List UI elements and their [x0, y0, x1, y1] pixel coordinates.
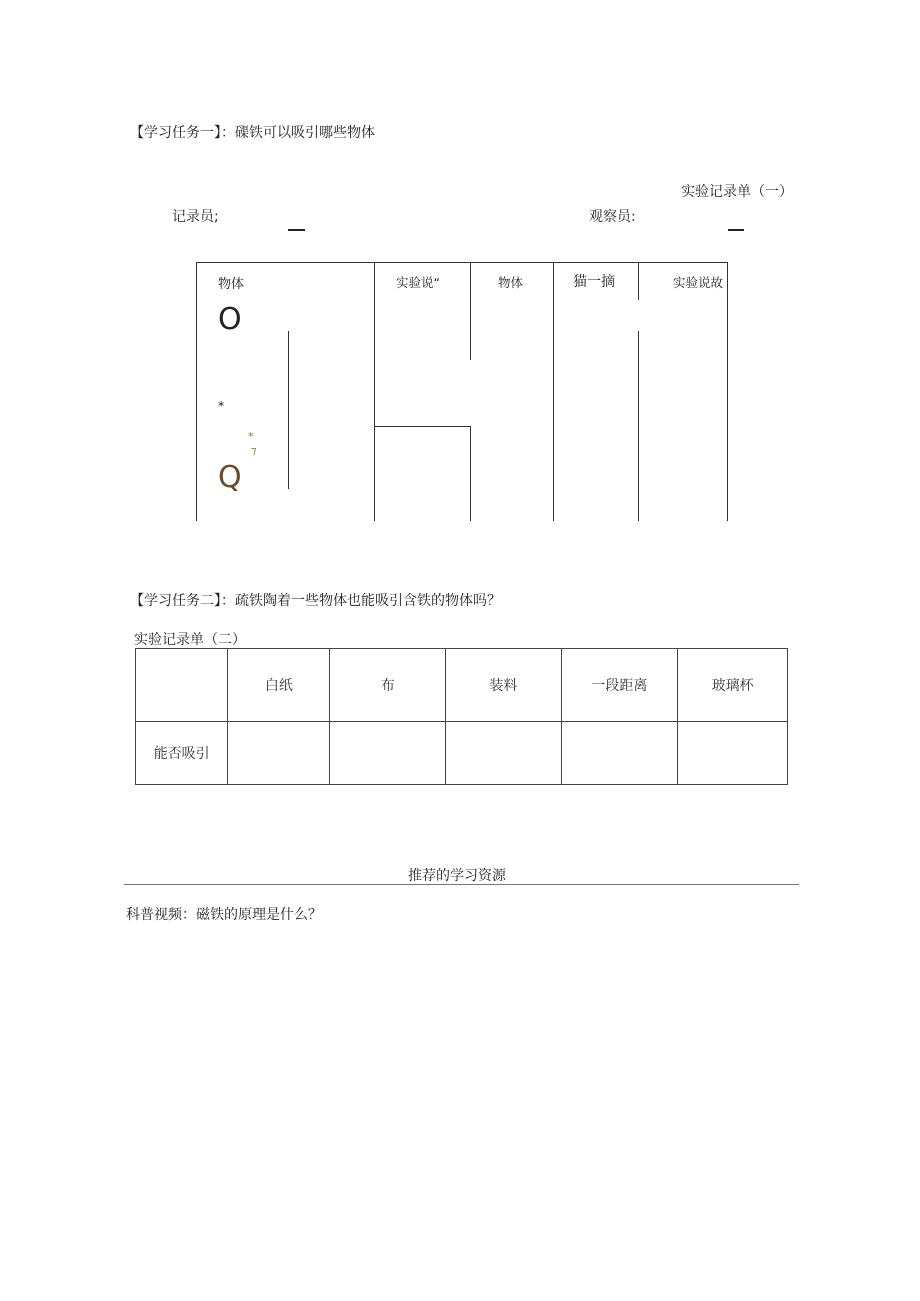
table-divider	[638, 331, 639, 521]
table-divider	[374, 262, 375, 521]
record1-title: 实验记录单（一）	[681, 184, 793, 200]
table-divider	[470, 262, 471, 360]
table-inner-line	[374, 426, 471, 427]
table-cell	[228, 722, 330, 785]
table-header-cell: 玻璃杯	[678, 649, 788, 722]
table-cell	[446, 722, 562, 785]
tick-mark: ⁊	[251, 444, 257, 457]
observer-label: 观察员:	[589, 209, 636, 225]
table-cell	[330, 722, 446, 785]
table-cell	[136, 649, 228, 722]
table-cell	[678, 722, 788, 785]
table-divider	[638, 262, 639, 300]
table-header-cell: 一段距离	[561, 649, 678, 722]
table-top-border	[196, 262, 727, 263]
asterisk-mark: *	[248, 430, 254, 443]
circle-o-glyph: O	[218, 302, 242, 337]
asterisk-mark: *	[218, 398, 225, 413]
record1-header-experiment: 实验说“	[396, 275, 440, 290]
record1-header-experiment-2: 实验说故	[673, 275, 724, 290]
table-header-cell: 装料	[446, 649, 562, 722]
task1-heading: 【学习任务一】：磲铁可以吸引哪些物体	[130, 125, 375, 141]
table-divider	[553, 262, 554, 521]
recorder-label: 记录员;	[172, 209, 219, 225]
resource-item: 科普视频：磁铁的原理是什么？	[126, 907, 322, 923]
record2-title: 实验记录单（二）	[134, 632, 246, 648]
section-divider	[124, 884, 799, 885]
table-divider	[470, 426, 471, 521]
recorder-blank	[288, 229, 305, 231]
table-header-cell: 白纸	[228, 649, 330, 722]
q-glyph: Q	[218, 460, 242, 495]
table-cell	[561, 722, 678, 785]
table-row	[136, 722, 788, 785]
row-label-cell: 能否吸引	[136, 722, 228, 785]
table-row	[136, 649, 788, 722]
table-right-border	[727, 262, 728, 521]
task2-heading: 【学习任务二】：疏铁陶着一些物体也能吸引含铁的物体吗？	[130, 593, 501, 609]
record2-table	[135, 648, 788, 785]
record1-header-object: 物体	[218, 277, 245, 292]
table-inner-line	[288, 331, 289, 489]
record1-header-object-2: 物体	[498, 275, 524, 290]
table-left-border	[196, 262, 197, 521]
resources-heading: 推荐的学习资源	[408, 868, 506, 884]
table-header-cell: 布	[330, 649, 446, 722]
record1-header-guess: 猫一摘	[573, 274, 615, 290]
observer-blank	[728, 229, 744, 231]
